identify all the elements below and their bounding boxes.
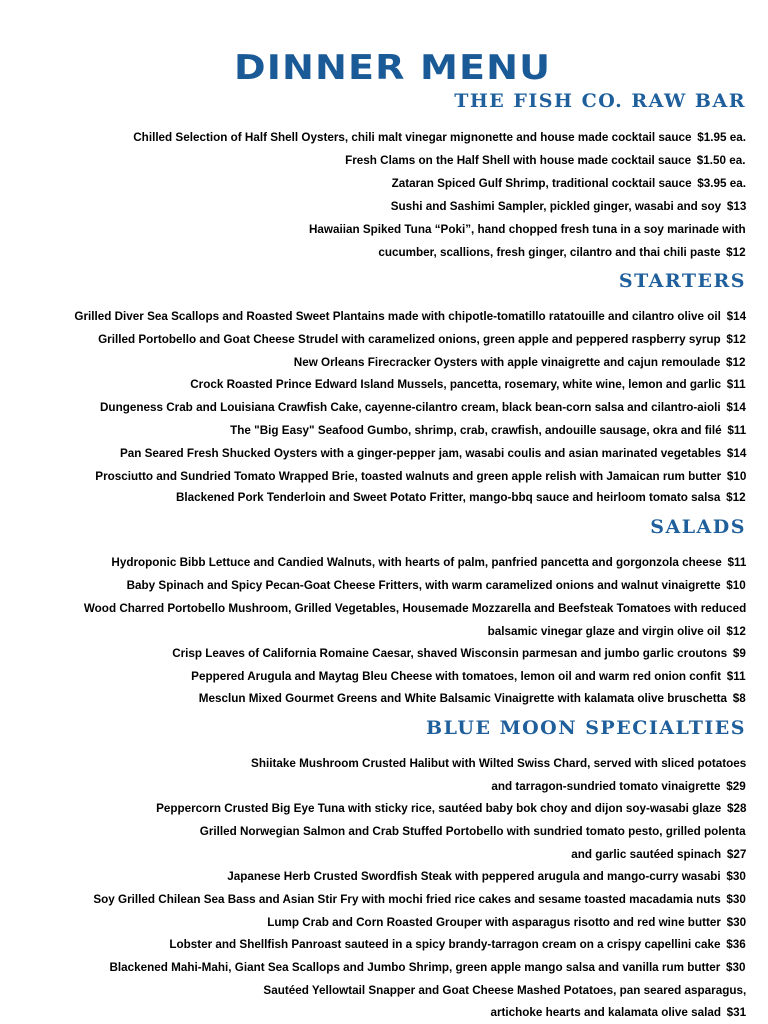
menu-item-description: Baby Spinach and Spicy Pecan-Goat Cheese Fritters, with warm caramelized onions and walnut vinaigrette [126, 578, 721, 592]
menu-item [294, 355, 746, 369]
menu-item [488, 624, 746, 638]
menu-item [84, 601, 746, 615]
menu-item-price: $10 [726, 578, 746, 592]
menu-item [110, 960, 746, 974]
menu-item [346, 153, 746, 167]
menu-item-description: balsamic vinegar glaze and virgin olive oil [487, 624, 721, 638]
menu-item [100, 400, 746, 414]
menu-item-description: Pan Seared Fresh Shucked Oysters with a ginger-pepper jam, wasabi coulis and asian marinated vegetables [119, 446, 721, 460]
section-heading: SALADS [650, 516, 746, 538]
menu-item-description: Shiitake Mushroom Crusted Halibut with Wilted Swiss Chard, served with sliced potatoes [250, 756, 746, 770]
menu-item [95, 469, 746, 483]
menu-item-price: $11 [727, 669, 746, 683]
menu-item-description: Zataran Spiced Gulf Shrimp, traditional cocktail sauce [391, 176, 692, 190]
menu-item-description: Soy Grilled Chilean Sea Bass and Asian Stir Fry with mochi fried rice cakes and sesame toasted macadamia nuts [93, 892, 721, 906]
menu-item-description: Crock Roasted Prince Edward Island Mussels, pancetta, rosemary, white wine, lemon and garlic [190, 377, 722, 391]
menu-item [127, 578, 746, 592]
menu-item-price: $13 [726, 199, 746, 213]
menu-item [390, 199, 746, 213]
menu-item-description: The "Big Easy" Seafood Gumbo, shrimp, crab, crawfish, andouille sausage, okra and filé [229, 423, 722, 437]
menu-item [200, 824, 746, 838]
menu-item-description: Wood Charred Portobello Mushroom, Grilled Vegetables, Housemade Mozzarella and Beefsteak Tomatoes with reduced [83, 601, 746, 615]
menu-item [191, 377, 746, 391]
menu-item-price: $30 [726, 960, 746, 974]
menu-item-description: Peppercorn Crusted Big Eye Tuna with sticky rice, sautéed baby bok choy and dijon soy-wasabi glaze [155, 801, 721, 815]
section-heading: STARTERS [618, 270, 746, 292]
menu-item-price: $12 [726, 490, 746, 504]
menu-item-description: Grilled Diver Sea Scallops and Roasted Sweet Plantains made with chipotle-tomatillo ratatouille and cilantro olive oil [74, 309, 721, 323]
menu-item-description: Prosciutto and Sundried Tomato Wrapped Brie, toasted walnuts and green apple relish with Jamaican rum butter [94, 469, 721, 483]
menu-item [230, 423, 746, 437]
menu-item [379, 245, 746, 259]
menu-item [267, 915, 746, 929]
menu-item-price: $12 [726, 245, 746, 259]
menu-item-price: $12 [726, 332, 746, 346]
menu-item [74, 309, 746, 323]
menu-item [199, 691, 746, 705]
menu-item-description: Blackened Mahi-Mahi, Giant Sea Scallops and Jumbo Shrimp, green apple mango salsa and vanilla rum butter [109, 960, 721, 974]
menu-item-description: and garlic sautéed spinach [570, 847, 721, 861]
menu-item [98, 332, 746, 346]
menu-item [156, 801, 746, 815]
menu-item [120, 446, 746, 460]
menu-item [251, 756, 746, 770]
menu-item-price: $30 [726, 869, 746, 883]
menu-item-description: and tarragon-sundried tomato vinaigrette [491, 779, 721, 793]
menu-item-price: $27 [726, 847, 746, 861]
menu-item-description: Crisp Leaves of California Romaine Caesar, shaved Wisconsin parmesan and jumbo garlic croutons [172, 646, 728, 660]
menu-item-description: Lump Crab and Corn Roasted Grouper with asparagus risotto and red wine butter [267, 915, 721, 929]
menu-item [263, 983, 746, 997]
menu-item-description: Sushi and Sashimi Sampler, pickled ginger, wasabi and soy [390, 199, 721, 213]
menu-item-description: Grilled Portobello and Goat Cheese Strudel with caramelized onions, green apple and peppered raspberry syrup [98, 332, 721, 346]
menu-item [170, 937, 746, 951]
menu-item-description: Dungeness Crab and Louisiana Crawfish Cake, cayenne-cilantro cream, black bean-corn salsa and cilantro-aioli [100, 400, 721, 414]
menu-item-price: $1.95 ea. [697, 130, 746, 144]
menu-item-description: New Orleans Firecracker Oysters with apple vinaigrette and cajun remoulade [294, 355, 721, 369]
menu-item [93, 892, 746, 906]
menu-item-description: Blackened Pork Tenderloin and Sweet Potato Fritter, mango-bbq sauce and heirloom tomato salsa [176, 490, 721, 504]
menu-item-price: $9 [732, 646, 746, 660]
menu-item [176, 490, 746, 504]
menu-item [492, 779, 746, 793]
menu-item-price: $14 [726, 309, 746, 323]
menu-item [192, 669, 746, 683]
menu-item-price: $36 [726, 937, 746, 951]
menu-item-price: $11 [727, 423, 746, 437]
menu-item-price: $14 [726, 400, 746, 414]
menu-item-description: Sautéed Yellowtail Snapper and Goat Cheese Mashed Potatoes, pan seared asparagus, [263, 983, 746, 997]
menu-item-description: Hydroponic Bibb Lettuce and Candied Walnuts, with hearts of palm, panfried pancetta and gorgonzola cheese [111, 555, 722, 569]
menu-item [571, 847, 746, 861]
menu-item [172, 646, 746, 660]
section-heading: BLUE MOON SPECIALTIES [426, 717, 746, 739]
menu-item [227, 869, 746, 883]
menu-item-price: $1.50 ea. [697, 153, 746, 167]
menu-item-description: Mesclun Mixed Gourmet Greens and White Balsamic Vinaigrette with kalamata olive bruschetta [199, 691, 728, 705]
menu-item-price: $28 [726, 801, 746, 815]
menu-item [309, 222, 746, 236]
menu-item-price: $30 [726, 892, 746, 906]
menu-item-price: $11 [727, 555, 746, 569]
menu-item-price: $30 [726, 915, 746, 929]
menu-item-description: Grilled Norwegian Salmon and Crab Stuffed Portobello with sundried tomato pesto, grilled polenta [200, 824, 746, 838]
menu-item-description: Chilled Selection of Half Shell Oysters, chili malt vinegar mignonette and house made cocktail sauce [133, 130, 692, 144]
menu-item-description: Fresh Clams on the Half Shell with house made cocktail sauce [345, 153, 692, 167]
page-title: DINNER MENU [234, 48, 552, 88]
menu-item-description: Japanese Herb Crusted Swordfish Steak with peppered arugula and mango-curry wasabi [227, 869, 721, 883]
menu-item-price: $10 [726, 469, 746, 483]
menu-item-price: $14 [726, 446, 746, 460]
menu-item-description: cucumber, scallions, fresh ginger, cilantro and thai chili paste [378, 245, 721, 259]
menu-item [490, 1005, 746, 1019]
menu-item-price: $31 [726, 1005, 746, 1019]
menu-item-description: Hawaiian Spiked Tuna “Poki”, hand chopped fresh tuna in a soy marinade with [309, 222, 746, 236]
menu-item [133, 130, 746, 144]
menu-item-price: $29 [726, 779, 746, 793]
menu-item-price: $12 [726, 624, 746, 638]
menu-item-price: $11 [727, 377, 746, 391]
menu-item-description: Peppered Arugula and Maytag Bleu Cheese with tomatoes, lemon oil and warm red onion confit [191, 669, 722, 683]
menu-item-description: artichoke hearts and kalamata olive salad [490, 1005, 721, 1019]
menu-item [111, 555, 746, 569]
section-heading: THE FISH CO. RAW BAR [454, 90, 746, 112]
menu-item-price: $8 [732, 691, 746, 705]
menu-item [392, 176, 746, 190]
menu-item-description: Lobster and Shellfish Panroast sauteed in a spicy brandy-tarragon cream on a crispy capellini cake [169, 937, 721, 951]
menu-item-price: $3.95 ea. [697, 176, 746, 190]
menu-item-price: $12 [726, 355, 746, 369]
